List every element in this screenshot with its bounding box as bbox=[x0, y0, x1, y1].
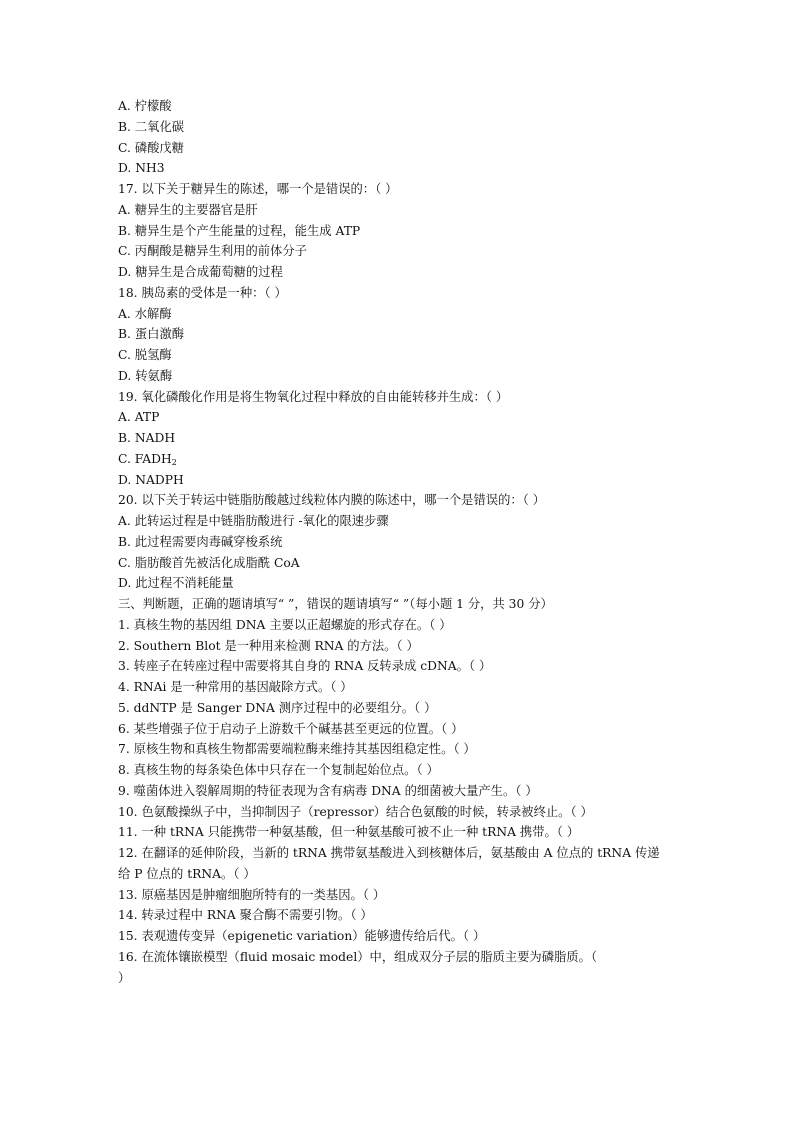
q18-option-b: B. 蛋白激酶 bbox=[118, 327, 185, 342]
judgement-item-continuation: ） bbox=[118, 970, 131, 985]
q19-option-c-subscript: 2 bbox=[171, 457, 177, 467]
q18-option-a: A. 水解酶 bbox=[118, 306, 172, 321]
judgement-item: 3. 转座子在转座过程中需要将其自身的 RNA 反转录成 cDNA。（ ） bbox=[118, 659, 492, 674]
q19-option-a: A. ATP bbox=[118, 410, 160, 425]
q17-stem: 17. 以下关于糖异生的陈述，哪一个是错误的：（ ） bbox=[118, 182, 398, 196]
q19-option-c bbox=[118, 449, 678, 470]
judgement-item: 7. 原核生物和真核生物都需要端粒酶来维持其基因组稳定性。（ ） bbox=[118, 742, 476, 757]
judgement-item: 6. 某些增强子位于启动子上游数千个碱基甚至更远的位置。（ ） bbox=[118, 721, 464, 736]
section-3-heading: 三、判断题，正确的题请填写“ ”，错误的题请填写“ ”（每小题 1 分，共 30 分） bbox=[118, 597, 553, 611]
q17-option-c: C. 丙酮酸是糖异生利用的前体分子 bbox=[118, 244, 307, 259]
judgement-item: 16. 在流体镶嵌模型（fluid mosaic model）中，组成双分子层的脂质主要为磷脂质。（ bbox=[118, 949, 598, 964]
judgement-item: 9. 噬菌体进入裂解周期的特征表现为含有病毒 DNA 的细菌被大量产生。（ ） bbox=[118, 783, 538, 798]
judgement-item: 10. 色氨酸操纵子中，当抑制因子（repressor）结合色氨酸的时候，转录被终止。（ ） bbox=[118, 804, 593, 819]
document-page bbox=[118, 96, 678, 988]
q16-option-a: A. 柠檬酸 bbox=[118, 99, 172, 113]
judgement-item: 1. 真核生物的基因组 DNA 主要以正超螺旋的形式存在。（ ） bbox=[118, 617, 452, 632]
q18-option-c: C. 脱氢酶 bbox=[118, 348, 172, 362]
q19-stem: 19. 氧化磷酸化作用是将生物氧化过程中释放的自由能转移并生成：（ ） bbox=[118, 389, 509, 404]
q17-option-b: B. 糖异生是个产生能量的过程，能生成 ATP bbox=[118, 223, 361, 238]
judgement-item: 13. 原癌基因是肿瘤细胞所特有的一类基因。（ ） bbox=[118, 887, 386, 902]
q20-stem: 20. 以下关于转运中链脂肪酸越过线粒体内膜的陈述中，哪一个是错误的：（ ） bbox=[118, 493, 546, 508]
q18-stem: 18. 胰岛素的受体是一种：（ ） bbox=[118, 285, 287, 300]
judgement-item-continuation: 给 P 位点的 tRNA。（ ） bbox=[118, 866, 256, 881]
q20-option-c: C. 脂肪酸首先被活化成脂酰 CoA bbox=[118, 555, 300, 570]
q20-option-d: D. 此过程不消耗能量 bbox=[118, 576, 234, 591]
q19-option-b: B. NADH bbox=[118, 431, 176, 445]
q16-option-d: D. NH3 bbox=[118, 161, 165, 176]
judgement-item: 4. RNAi 是一种常用的基因敲除方式。（ ） bbox=[118, 680, 353, 694]
q17-option-a: A. 糖异生的主要器官是肝 bbox=[118, 202, 258, 217]
judgement-item: 15. 表观遗传变异（epigenetic variation）能够遗传给后代。（ ） bbox=[118, 929, 486, 943]
q17-option-d: D. 糖异生是合成葡萄糖的过程 bbox=[118, 265, 283, 279]
q18-option-d: D. 转氨酶 bbox=[118, 368, 173, 383]
q20-option-a: A. 此转运过程是中链脂肪酸进行 -氧化的限速步骤 bbox=[118, 514, 389, 528]
q19-option-c-text: C. FADH bbox=[118, 451, 172, 466]
judgement-item: 11. 一种 tRNA 只能携带一种氨基酸，但一种氨基酸可被不止一种 tRNA 携带。（ ） bbox=[118, 825, 580, 840]
q20-option-b: B. 此过程需要肉毒碱穿梭系统 bbox=[118, 534, 283, 549]
judgement-item: 2. Southern Blot 是一种用来检测 RNA 的方法。（ ） bbox=[118, 638, 419, 653]
judgement-item: 14. 转录过程中 RNA 聚合酶不需要引物。（ ） bbox=[118, 908, 373, 923]
q16-option-c: C. 磷酸戊糖 bbox=[118, 140, 184, 155]
judgement-item: 12. 在翻译的延伸阶段，当新的 tRNA 携带氨基酸进入到核糖体后，氨基酸由 A 位点的 tRNA 传递 bbox=[118, 846, 660, 860]
judgement-item: 5. ddNTP 是 Sanger DNA 测序过程中的必要组分。（ ） bbox=[118, 700, 437, 715]
q19-option-d: D. NADPH bbox=[118, 472, 184, 487]
judgement-item: 8. 真核生物的每条染色体中只存在一个复制起始位点。（ ） bbox=[118, 763, 439, 777]
q16-option-b: B. 二氧化碳 bbox=[118, 119, 185, 134]
